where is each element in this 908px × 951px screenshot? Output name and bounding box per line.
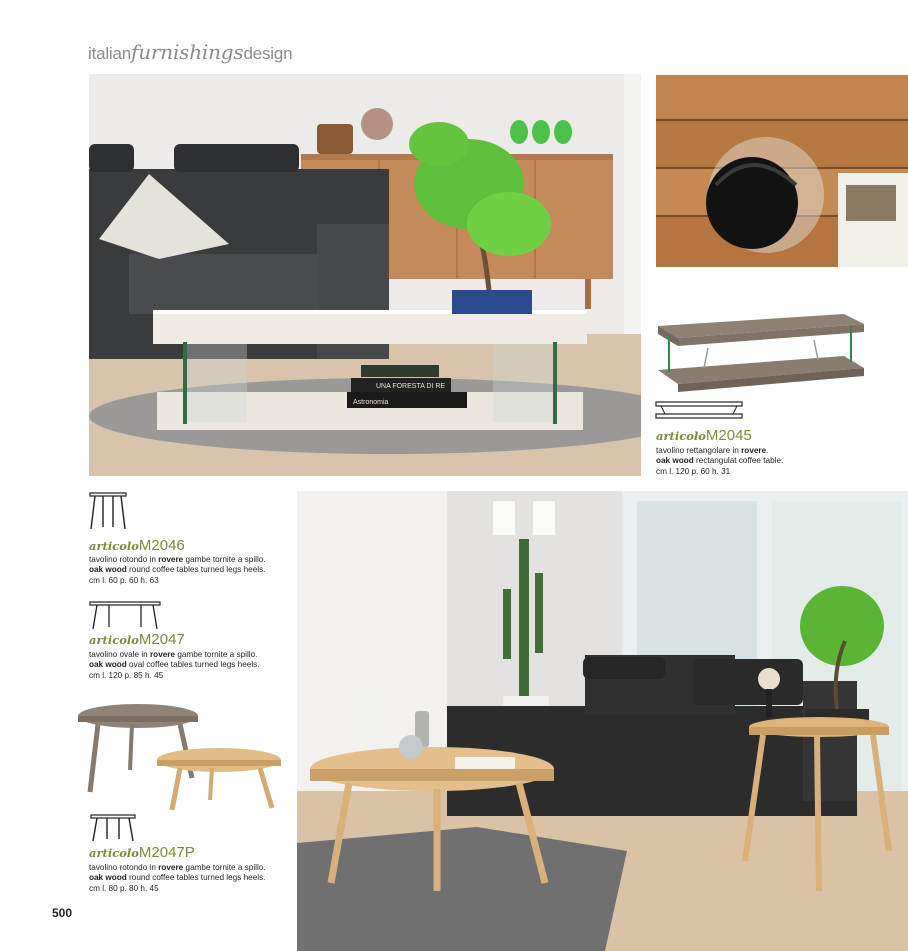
brand-pre: italian	[88, 44, 132, 63]
sketch-m2047	[89, 601, 163, 631]
sketch-m2046	[88, 492, 128, 530]
sketch-m2047p	[89, 814, 137, 842]
brand-header	[88, 40, 292, 64]
label-m2047: articoloM2047	[89, 631, 185, 648]
brand-post: design	[243, 44, 293, 63]
page-number: 500	[52, 906, 73, 920]
label-m2047p: articoloM2047P	[89, 844, 195, 861]
desc-m2046: tavolino rotondo in rovere gambe tornite a spillo. oak wood round coffee tables turned legs heels. cm l. 60 p. 60 h. 63	[89, 555, 266, 585]
desc-m2047: tavolino ovale in rovere gambe tornite a spillo. oak wood oval coffee tables turned legs heels. cm l. 120 p. 85 h. 45	[89, 650, 260, 680]
lounge-room-photo	[297, 491, 908, 951]
brand-script: furnishings	[131, 40, 244, 64]
living-room-photo	[89, 74, 641, 476]
book-title-1: UNA FORESTA DI RE	[376, 383, 446, 390]
label-m2045: articoloM2045	[656, 427, 752, 444]
product-image-round-tables	[76, 700, 282, 810]
sketch-m2045	[655, 401, 743, 421]
label-m2046: articoloM2046	[89, 537, 185, 554]
tabletop-closeup-photo	[656, 75, 908, 267]
book-title-2: Astronomia	[353, 399, 389, 406]
desc-m2047p: tavolino rotondo in rovere gambe tornite a spillo. oak wood round coffee tables turned legs heels. cm l. 80 p. 80 h. 45	[89, 863, 266, 893]
desc-m2045: tavolino rettangolare in rovere. oak wood rectangulat coffee table. cm l. 120 p. 60 h. 31	[656, 446, 784, 476]
product-image-m2045	[654, 308, 866, 398]
